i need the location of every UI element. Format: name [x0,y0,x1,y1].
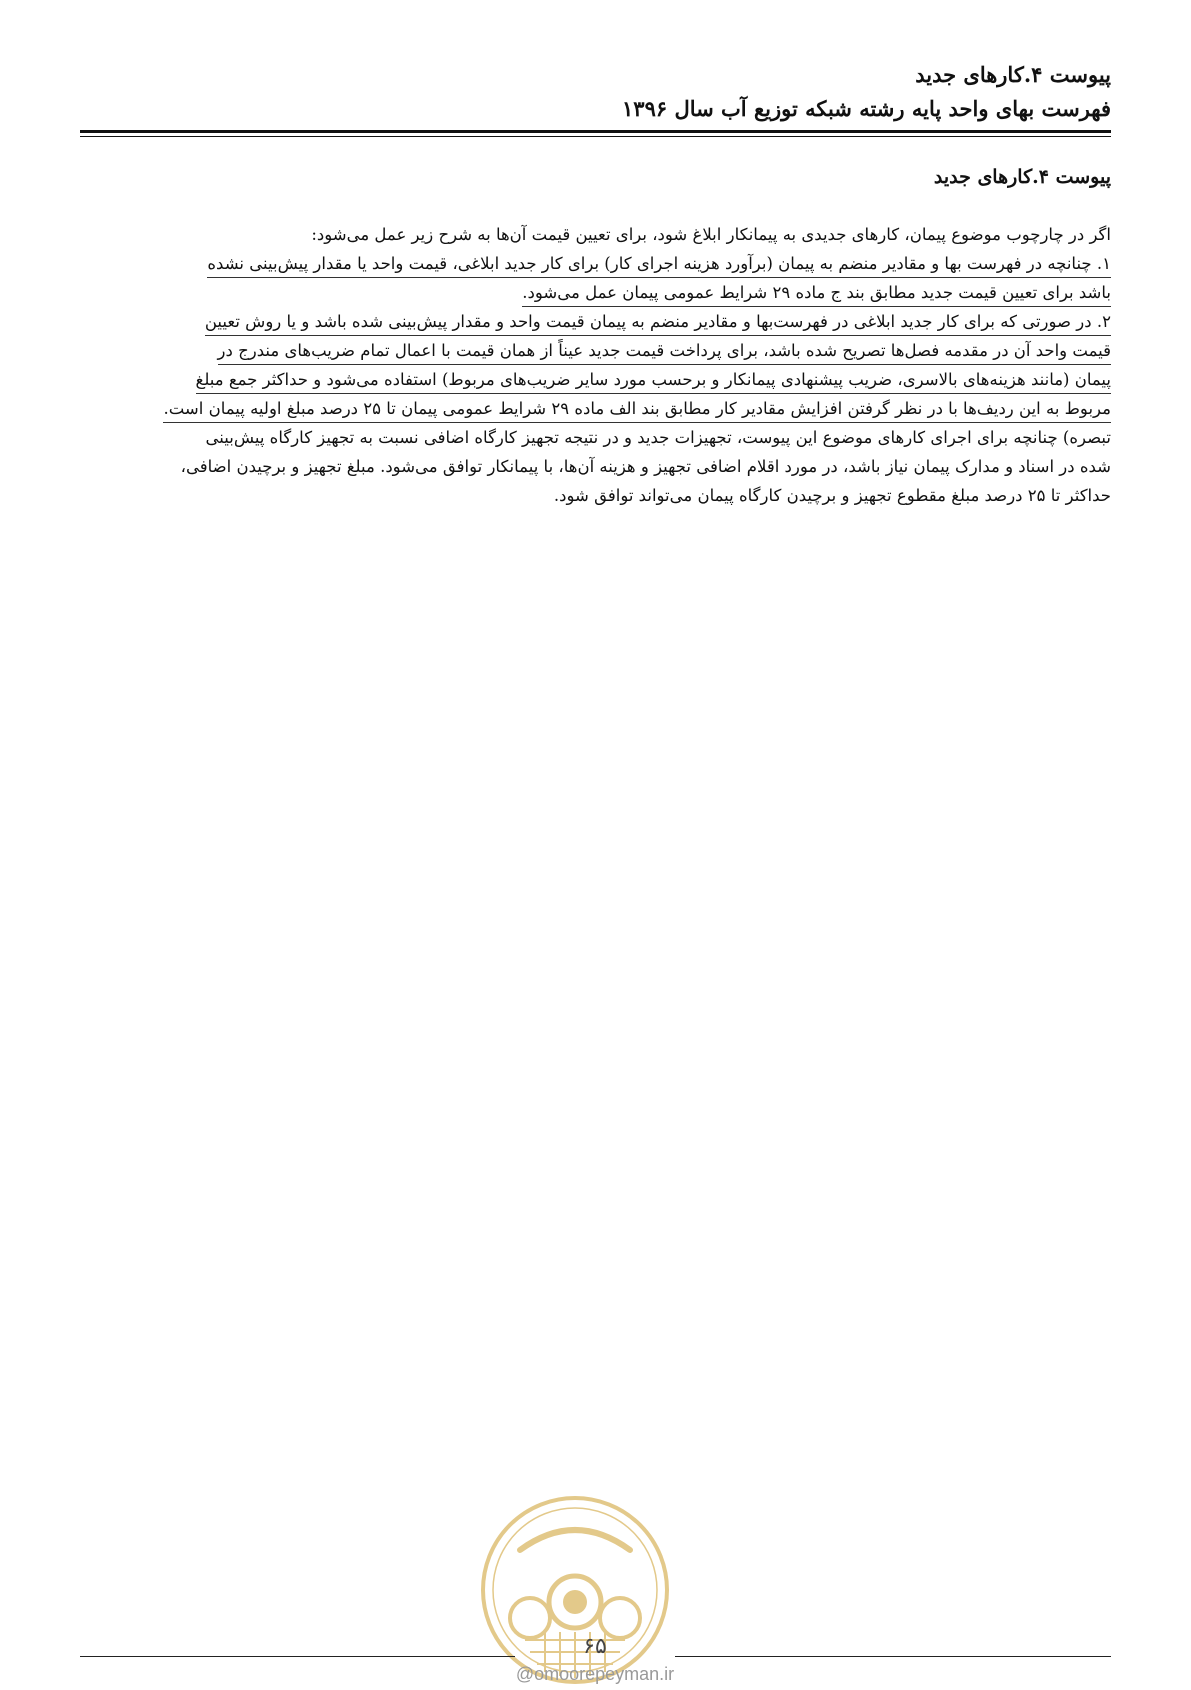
watermark-url: @omoorepeyman.ir [515,1664,675,1684]
section-title: پیوست ۴.کارهای جدید [933,166,1111,188]
underlined-text: مربوط به این ردیف‌ها با در نظر گرفتن افزایش مقادیر کار مطابق بند الف ماده ۲۹ شرایط عمومی پیمان تا ۲۵ درصد مبلغ اولیه پیمان است. [163,396,1111,423]
header-document-title: فهرست بهای واحد پایه رشته شبکه توزیع آب سال ۱۳۹۶ [622,96,1111,121]
body-line-item2-a [80,307,1111,336]
page-number: ۶۵ [583,1634,607,1659]
footer-rule-right [675,1656,1111,1657]
body-line-item2-d [80,394,1111,423]
underlined-text: قیمت واحد آن در مقدمه فصل‌ها تصریح شده باشد، برای پرداخت قیمت جدید عیناً از همان قیمت با اعمال تمام ضریب‌های مندرج در [218,338,1111,365]
body-line-note-b [80,452,1111,481]
body-line-item2-c [80,365,1111,394]
header-appendix-title: پیوست ۴.کارهای جدید [915,62,1111,87]
body-line-note-c [80,481,1111,510]
text-span: تبصره) چنانچه برای اجرای کارهای موضوع این پیوست، تجهیزات جدید و در نتیجه تجهیز کارگاه اضافی نسبت به تجهیز کارگاه پیش‌بینی [205,428,1111,447]
body-text [80,220,1111,510]
header-rule-thin [80,136,1111,137]
text-span: شده در اسناد و مدارک پیمان نیاز باشد، در مورد اقلام اضافی تجهیز و هزینه آن‌ها، با پیمانکار توافق می‌شود. مبلغ تجهیز و برچیدن اضافی، [180,457,1111,476]
page-header [81,58,1111,126]
header-rule-thick [80,130,1111,133]
body-line-item1-a [80,249,1111,278]
body-line-note-a [80,423,1111,452]
underlined-text: باشد برای تعیین قیمت جدید مطابق بند ج ماده ۲۹ شرایط عمومی پیمان عمل می‌شود. [522,280,1111,307]
body-line-item1-b [80,278,1111,307]
underlined-text: ۱. چنانچه در فهرست بها و مقادیر منضم به پیمان (برآورد هزینه اجرای کار) برای کار جدید ابلاغی، قیمت واحد یا مقدار پیش‌بینی نشده [207,251,1111,278]
underlined-text: پیمان (مانند هزینه‌های بالاسری، ضریب پیشنهادی پیمانکار و برحسب مورد سایر ضریب‌های مربوط) استفاده می‌شود و حداکثر جمع مبلغ [196,367,1111,394]
underlined-text: ۲. در صورتی که برای کار جدید ابلاغی در فهرست‌بها و مقادیر منضم به پیمان قیمت واحد و مقدار پیش‌بینی شده باشد و یا روش تعیین [205,309,1111,336]
watermark-logo-icon [475,1490,675,1690]
footer-rule-left [80,1656,515,1657]
text-span: اگر در چارچوب موضوع پیمان، کارهای جدیدی به پیمانکار ابلاغ شود، برای تعیین قیمت آن‌ها به شرح زیر عمل می‌شود: [311,225,1111,244]
body-line-item2-b [80,336,1111,365]
body-line-intro [80,220,1111,249]
text-span: حداکثر تا ۲۵ درصد مبلغ مقطوع تجهیز و برچیدن کارگاه پیمان می‌تواند توافق شود. [553,486,1111,505]
